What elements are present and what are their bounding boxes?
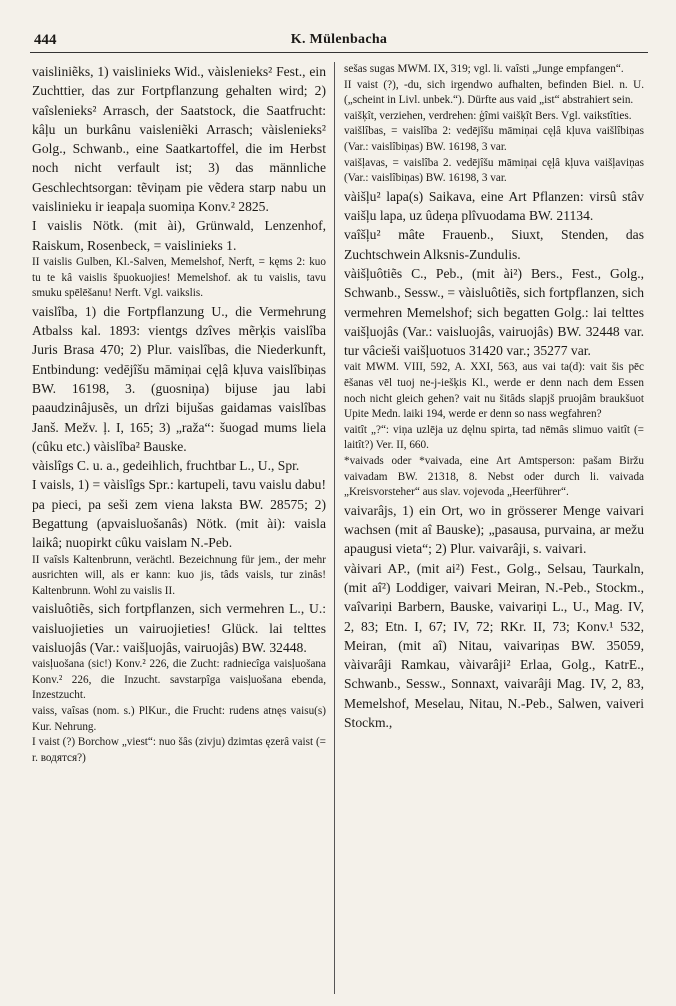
dictionary-entry: II vaîsls Kaltenbrunn, verächtl. Bezeichnung für jem., der mehr ausrichten will, als er kann: kuo jis, tâds vaisls, tur zinâs! Kaltenbrunn. Wohl zu vaislis II. [32, 553, 326, 597]
dictionary-entry: vàislîgs C. u. a., gedeihlich, fruchtbar L., U., Spr. [32, 458, 300, 474]
dictionary-entry: vàišļu² lapa(s) Saikava, eine Art Pflanzen: virsû stâv vaišļu lapa, uz ûdeņa plîvuodama BW. 21134. [344, 188, 644, 224]
dictionary-entry: vaisluôtiẽs, sich fortpflanzen, sich vermehren L., U.: vaisluojieties un vairuojieties! Glück. lai telttes vaisluojâs (Var.: vaišļuojâs, vairuojâs) BW. 32448. [32, 601, 326, 655]
dictionary-entry: vaisļuošana (sic!) Konv.² 226, die Zucht: radniecîga vaisļuošana Konv.² 226, die Inzucht. savstarpîga vaisļuošana ebenda, Inzestzucht. [32, 658, 326, 702]
dictionary-entry: vaišlîbas, = vaislîba 2: vedējîšu māmiņai cęļâ kļuva vaišlîbiņas (Var.: vaislîbiņas) BW. 16198, 3 var. [344, 125, 644, 153]
dictionary-entry: I vaist (?) Borchow „viest“: nuo šâs (zivju) dzimtas ęzerâ vaist (= r. водятся?) [32, 736, 326, 764]
dictionary-entry: I vaislis Nötk. (mit ài), Grünwald, Lenzenhof, Raiskum, Rosenbeck, = vaislinieks 1. [32, 218, 326, 253]
page-header [30, 30, 648, 53]
dictionary-entry: II vaist (?), -du, sich irgendwo aufhalten, befinden Biel. n. U. („scheint in Livl. unbek.“). Dürfte aus vaid „ist“ abstrahiert sein. [344, 78, 644, 107]
column-divider [334, 62, 335, 994]
dictionary-entry: II vaislis Gulben, Kl.-Salven, Memelshof, Nerft, = kęms 2: kuo tu te kâ vaislis špuokuojies! Memelshof. ak tu vaislis, tavu smuku spēlēšanu! Nerft. Vgl. vaikslis. [32, 255, 326, 300]
dictionary-entry: vaišķît, verziehen, verdrehen: ģîmi vaišķît Bers. Vgl. vaikstîties. [344, 109, 632, 122]
dictionary-entry: vaitît „?“: viņa uzlēja uz dęlnu spirta, tad nēmâs slimuo vaitît (= laitît?) Ver. II, 660. [344, 423, 644, 452]
running-head: K. Mülenbacha [290, 32, 388, 47]
dictionary-entry: vaiss, vaîsas (nom. s.) PlKur., die Frucht: rudens atnęs vaisu(s) Kur. Nehrung. [32, 705, 326, 733]
dictionary-entry: vaislîba, 1) die Fortpflanzung U., die Vermehrung Atbalss kal. 1893: vientgs dzîves mẽrķis vaislîba Juris Brasa 470; 2) Plur. vaislîbas, die Niederkunft, Entbindung: vedējîšu māmiņai cęļâ kļuva vaislîbiņas BW. 16198, 3. (guosniņa) bijuse jau labi paaudzinâjusẽs, un drîzi bijušas gaidamas vaislîbas Janš. Mežv. ļ. I, 165; 3) „raža“: šuogad mums liela (cûku etc.) vàislîba² Bauske. [32, 303, 326, 454]
left-column [32, 62, 326, 994]
dictionary-entry: *vaivads oder *vaivada, eine Art Amtsperson: pašam Biržu vaivadam BW. 21318, 8. Nebst oder durch li. vaivada „Kreisvorsteher“ aus slav. vojevoda „Heerführer“. [344, 454, 644, 499]
dictionary-entry: I vaisls, 1) = vàislîgs Spr.: kartupeli, tavu vaislu dabu! pa pieci, pa seši zem viena laksta BW. 28575; 2) Begattung (apvaisluošanâs) Nötk. (mit ài): vaisla laikâ; nuopirkt cûku vaislam N.-Peb. [32, 477, 326, 551]
dictionary-entry: sešas sugas MWM. IX, 319; vgl. li. vaîsti „Junge empfangen“. [344, 63, 624, 75]
dictionary-entry: vàišļuôtiẽs C., Peb., (mit ài²) Bers., Fest., Golg., Schwanb., Sessw., = vàisluôtiẽs, sich fortpflanzen, sich vermehren Memelshof; sich begatten Golg.: lai telttes vaišļuojâs (Var.: vaisluojâs, vairuojâs) BW. 32448 var. tur vâcieši vaišļuotuos 31420 var.; 35277 var. [344, 265, 644, 359]
dictionary-entry: vaivarâjs, 1) ein Ort, wo in grösserer Menge vaivari wachsen (mit aî Bauske); „pasausa, purvaina, ar mežu apaugusi vieta“; 2) Plur. vaivarâji, s. vaivari. [344, 502, 644, 557]
dictionary-entry: vaisliniẽks, 1) vaislinieks Wid., vàislenieks² Fest., ein Zuchttier, das zur Fortpflanzung gehalten wird; 2) vaîslenieks² Arrasch, der Saatstock, die Saatfrucht: kâļu un burkânu vaisleniẽki Arrasch; vàislenieks² Golg., Schwanb., eine Saatkartoffel, die im Herbst noch nicht verfault ist; 3) das männliche Geschlechtsorgan: tẽviņam pie vẽdera starp nabu un vaislinieku ir ieapaļa suomiņa Konv.² 2825. [32, 64, 326, 215]
right-column [344, 62, 644, 994]
dictionary-entry: vaišļavas, = vaislîba 2. vedējîšu māmiņai cęļâ kļuva vaišļaviņas (Var.: vaislîbiņas) BW. 16198, 3 var. [344, 156, 644, 185]
dictionary-entry: vait MWM. VIII, 592, A. XXI, 563, aus vai ta(d): vait šis pēc ēšanas vēl tuoj ne-j-iešķis Kl., werde er denn nach dem Essen noch nicht gleich gehen? vait nu šitâds slapjš pruojâm braukšuot Upite Medn. laiki 194, werde er denn so nass wegfahren? [344, 361, 644, 421]
page-number: 444 [34, 32, 57, 48]
dictionary-entry: vaîšļu² mâte Frauenb., Siuxt, Stenden, das Zuchtschwein Alksnis-Zundulis. [344, 227, 644, 262]
dictionary-entry: vàivari AP., (mit ai²) Fest., Golg., Selsau, Taurkaln, (mit aî²) Loddiger, vaivari Meiran, N.-Peb., Stockm., vaîvariņi Barbern, Bauske, vaivariņi L., U., Mag. IV, 2, 83; Etn. I, 67; IV, 72; RKr. II, 73; Konv.¹ 532, Meiran, (mit aî) Nitau, vaivariņas BW. 35059, vàivarâji Ramkau, vàivarâji² Erlaa, Golg., KatrE., Schwanb., Sessw., Sonnaxt, vaivarâji Mag. IV, 2, 83, Memelshof, Meselau, Nitau, N.-Peb., Salwen, vaiveri Stockm., [344, 560, 644, 731]
